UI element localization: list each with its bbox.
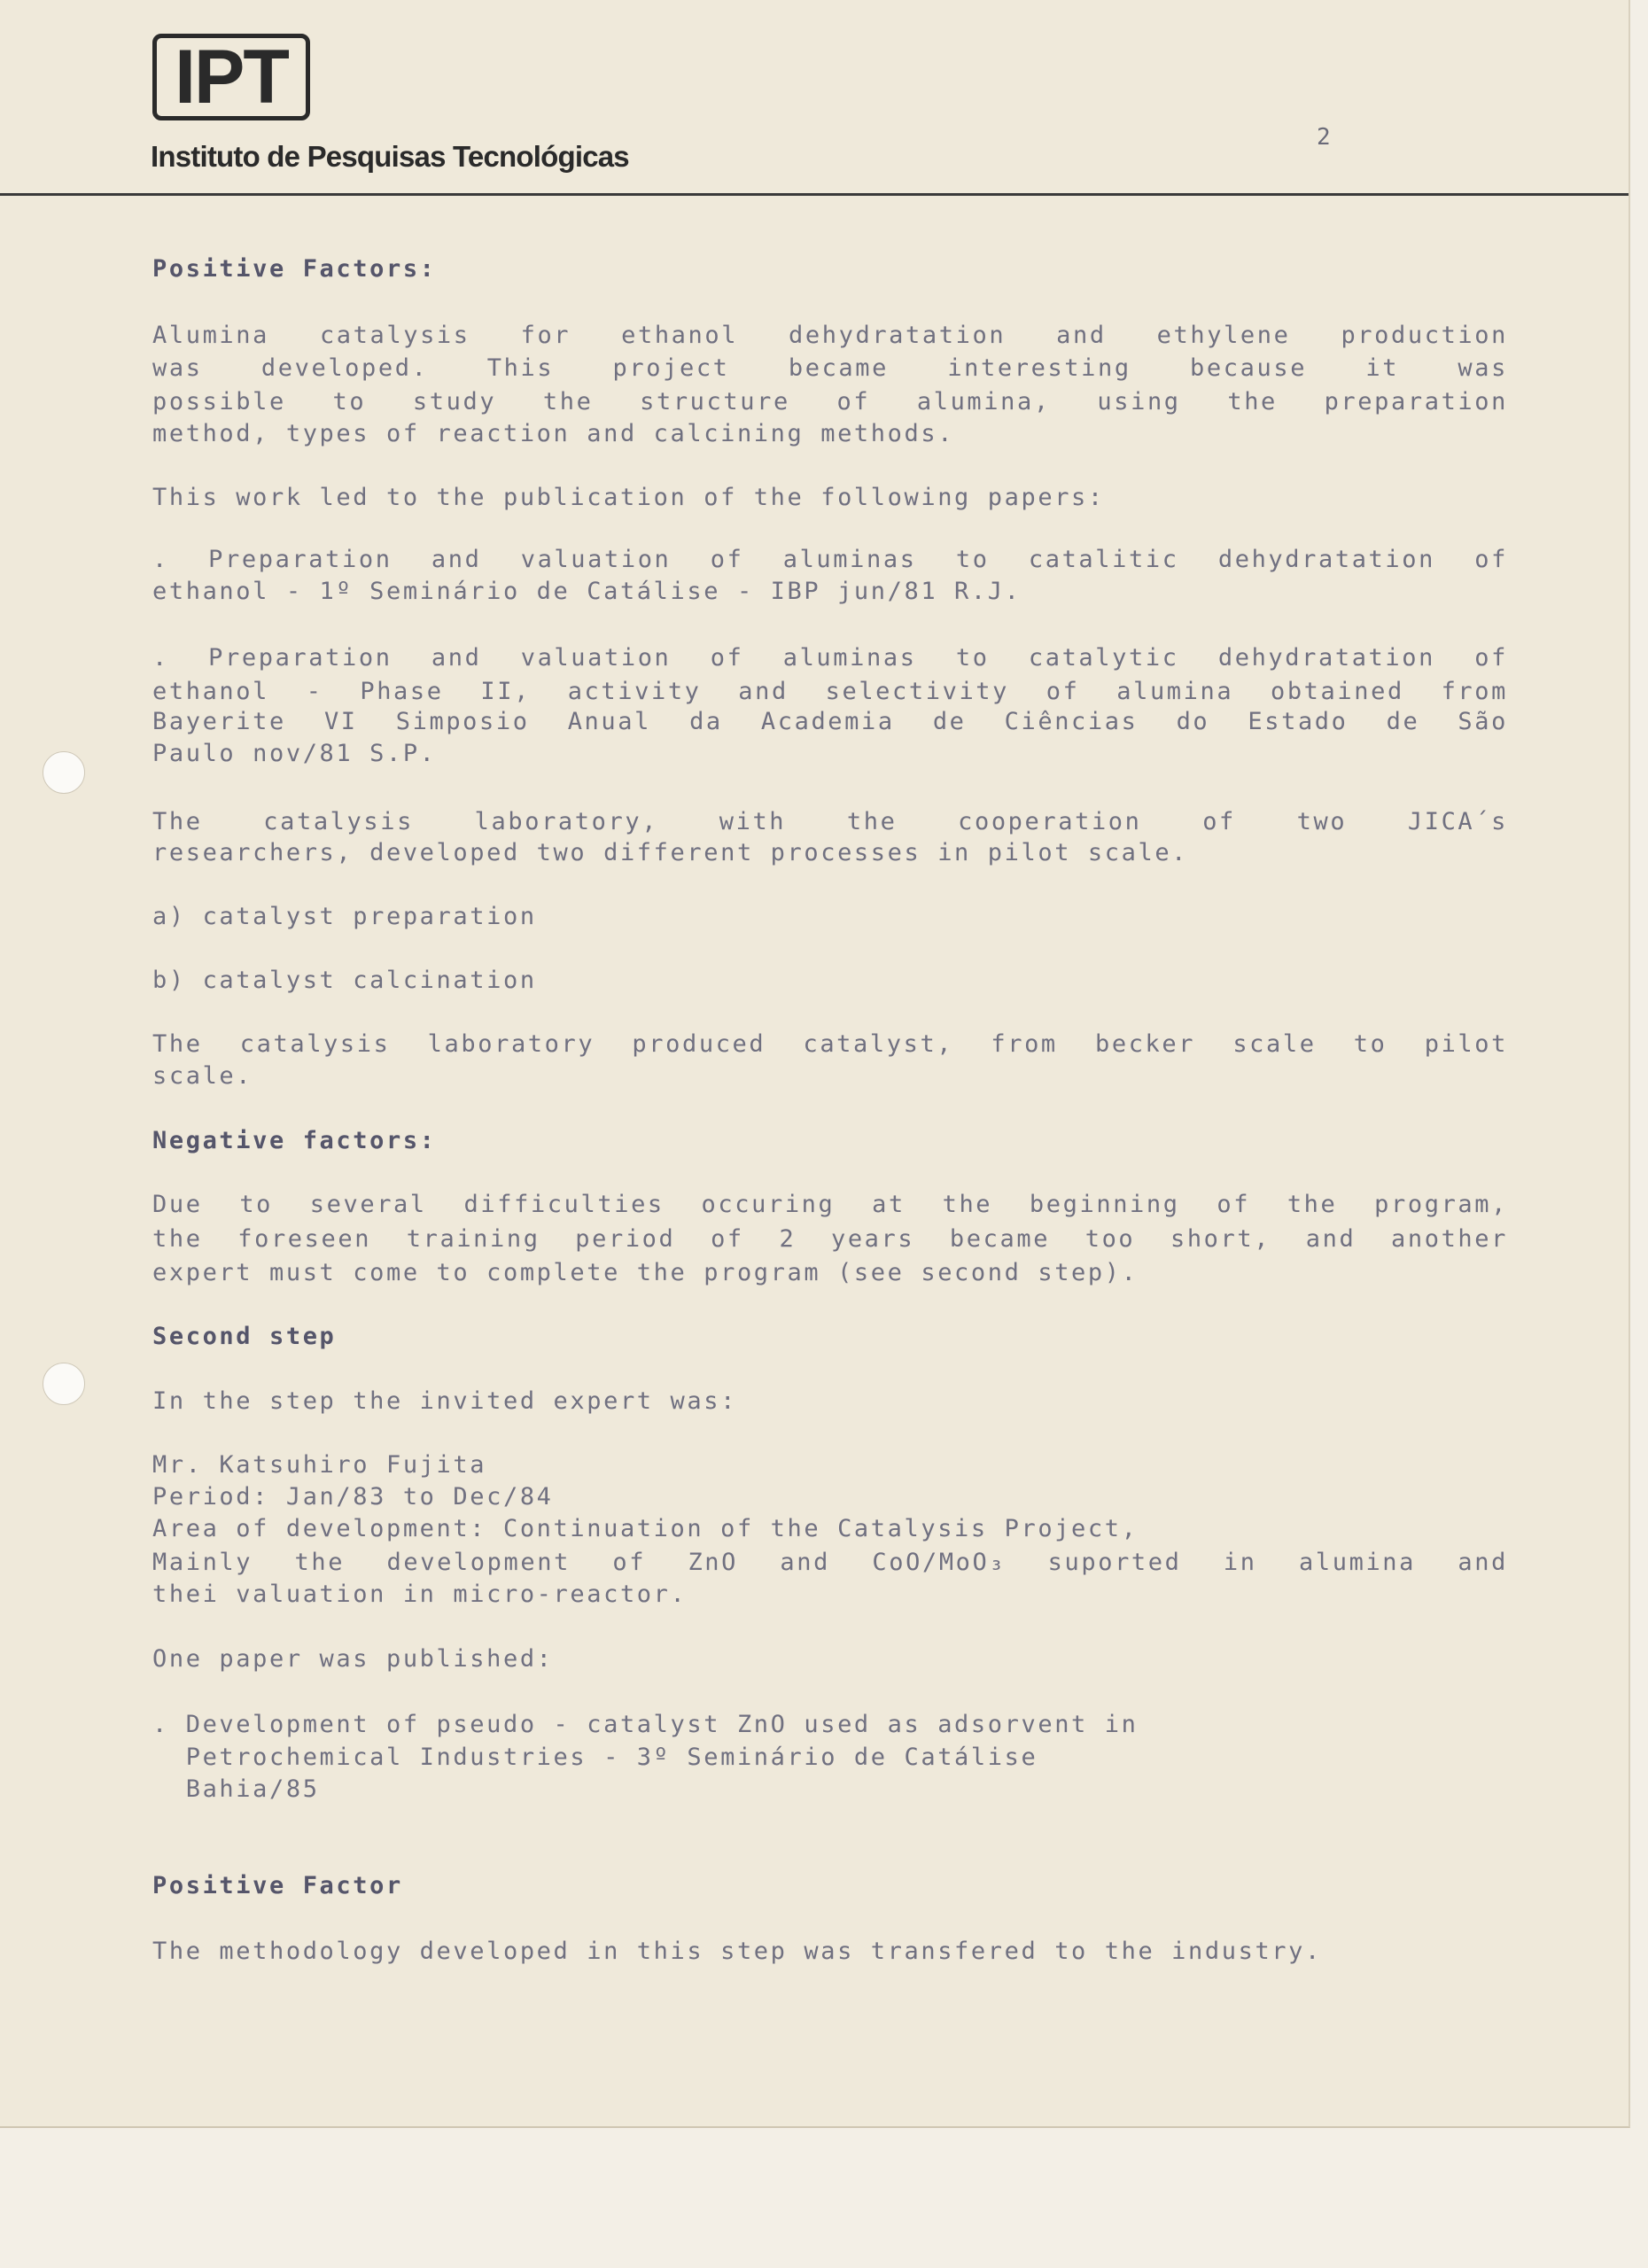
- reference-line: ethanol - 1º Seminário de Catálise - IBP jun/81 R.J.: [152, 578, 1022, 605]
- reference-line: Bayerite VI Simposio Anual da Academia de Ciências do Estado de São: [152, 708, 1508, 735]
- heading-positive-factor: Positive Factor: [152, 1872, 403, 1899]
- paragraph-line: researchers, developed two different processes in pilot scale.: [152, 839, 1189, 866]
- reference-line: . Preparation and valuation of aluminas to catalytic dehydratation of: [152, 644, 1508, 672]
- reference-line: . Preparation and valuation of aluminas to catalitic dehydratation of: [152, 546, 1508, 573]
- paragraph-line: In the step the invited expert was:: [152, 1387, 737, 1415]
- paragraph-line: One paper was published:: [152, 1645, 554, 1673]
- heading-positive-factors: Positive Factors:: [152, 255, 437, 283]
- paragraph-line: Due to several difficulties occuring at the beginning of the program,: [152, 1191, 1508, 1218]
- reference-line: . Development of pseudo - catalyst ZnO used as adsorvent in: [152, 1711, 1139, 1738]
- punch-hole: [43, 751, 85, 794]
- paragraph-line: This work led to the publication of the following papers:: [152, 484, 1105, 511]
- expert-area: thei valuation in micro-reactor.: [152, 1581, 688, 1608]
- expert-name: Mr. Katsuhiro Fujita: [152, 1451, 487, 1479]
- paragraph-line: possible to study the structure of alumina, using the preparation: [152, 388, 1508, 416]
- expert-area: Mainly the development of ZnO and CoO/MoO₃ suported in alumina and: [152, 1549, 1508, 1576]
- ipt-logo: IPT: [152, 34, 310, 120]
- reference-line: Bahia/85: [152, 1775, 320, 1803]
- punch-hole: [43, 1363, 85, 1405]
- list-item: a) catalyst preparation: [152, 903, 537, 930]
- reference-line: Petrochemical Industries - 3º Seminário de Catálise: [152, 1744, 1038, 1771]
- paragraph-line: scale.: [152, 1062, 253, 1090]
- expert-period: Period: Jan/83 to Dec/84: [152, 1483, 554, 1511]
- paragraph-line: The catalysis laboratory, with the cooperation of two JICA´s: [152, 808, 1508, 835]
- paragraph-line: was developed. This project became interesting because it was: [152, 354, 1508, 382]
- expert-area: Area of development: Continuation of the Catalysis Project,: [152, 1515, 1139, 1542]
- paragraph-line: expert must come to complete the program (see second step).: [152, 1259, 1139, 1286]
- page-number: 2: [1317, 124, 1331, 151]
- paragraph-line: method, types of reaction and calcining methods.: [152, 420, 955, 447]
- paragraph-line: The methodology developed in this step was transfered to the industry.: [152, 1938, 1322, 1965]
- institute-name: Instituto de Pesquisas Tecnológicas: [151, 140, 629, 173]
- paragraph-line: the foreseen training period of 2 years became too short, and another: [152, 1225, 1508, 1253]
- reference-line: ethanol - Phase II, activity and selectivity of alumina obtained from: [152, 678, 1508, 705]
- list-item: b) catalyst calcination: [152, 967, 537, 994]
- paragraph-line: Alumina catalysis for ethanol dehydratation and ethylene production: [152, 322, 1508, 349]
- header-divider: [0, 193, 1629, 196]
- reference-line: Paulo nov/81 S.P.: [152, 740, 437, 767]
- paragraph-line: The catalysis laboratory produced catalyst, from becker scale to pilot: [152, 1030, 1508, 1058]
- heading-second-step: Second step: [152, 1323, 337, 1350]
- heading-negative-factors: Negative factors:: [152, 1127, 437, 1154]
